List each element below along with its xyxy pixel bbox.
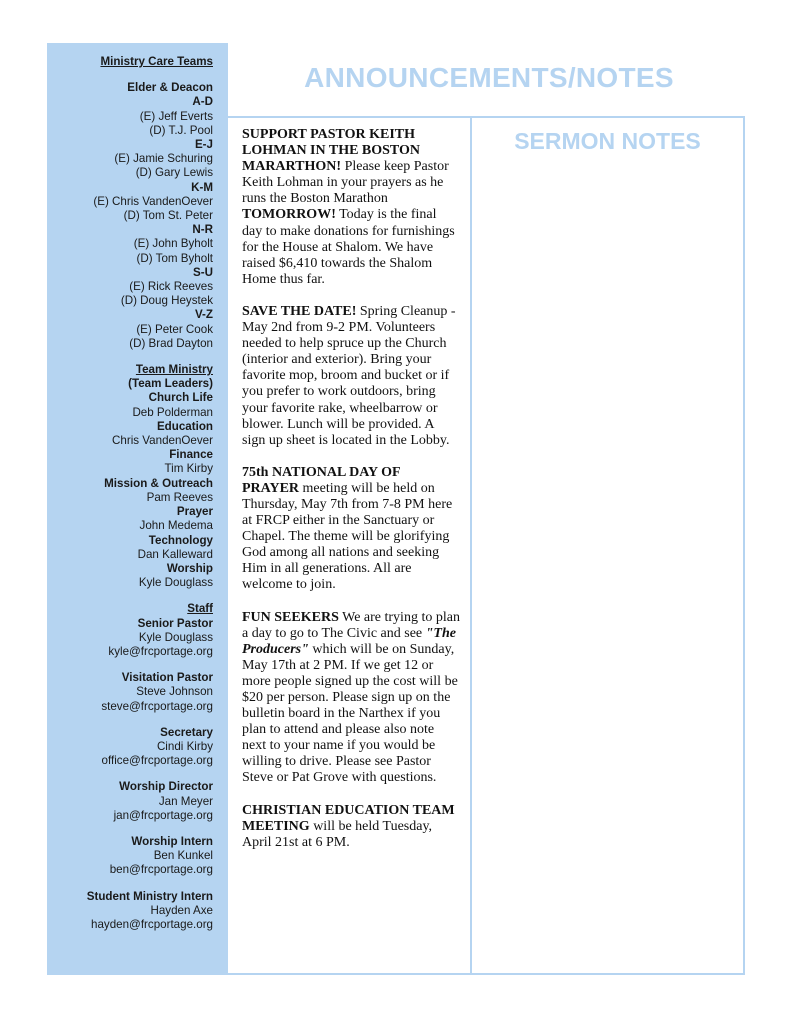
announcement-text: will be held Tuesday, April 21st at 6 PM. — [242, 818, 433, 850]
announcement-heading: FUN SEEKERS — [242, 609, 339, 625]
announcement-text: meeting will be held on Thursday, May 7th from 7-8 PM here at FRCP either in the Sanctuary or Chapel. The theme will be glorifying God among all nations and seeking Him in all generations. All are welcome to join. — [242, 480, 453, 593]
announcement-item — [242, 304, 460, 449]
team-name: Finance — [169, 448, 213, 462]
staff-email: hayden@frcportage.org — [91, 917, 213, 931]
group-member: (D) Gary Lewis — [135, 166, 213, 180]
group-member: (D) Tom Byholt — [136, 251, 213, 265]
team-leader: John Medema — [139, 519, 213, 533]
staff-role: Secretary — [160, 725, 213, 739]
staff-email: office@frcportage.org — [101, 754, 213, 768]
staff-role: Worship Director — [119, 780, 213, 794]
team-leader: Pam Reeves — [146, 490, 213, 504]
group-member: (E) Rick Reeves — [129, 280, 213, 294]
team-ministry-list — [55, 391, 213, 590]
staff-email: ben@frcportage.org — [109, 863, 213, 877]
sermon-notes-heading: SERMON NOTES — [514, 128, 701, 154]
group-member: (D) Brad Dayton — [129, 336, 213, 350]
announcement-item — [242, 803, 460, 851]
team-leader: Deb Polderman — [132, 405, 213, 419]
announcement-heading: SUPPORT PASTOR KEITH LOHMAN IN THE BOSTON MARARTHON! — [242, 127, 421, 175]
announcement-item — [242, 610, 460, 787]
staff-name: Cindi Kirby — [156, 739, 213, 753]
announcement-text: which will be on Sunday, May 17th at 2 PM. If we get 12 or more people signed up the cost will be $20 per person. Please sign up on the bulletin board in the Narthex if you plan to attend and please also note next to your name if you would be willing to drive. Please see Pastor Steve or Pat Grove with questions. — [242, 641, 458, 786]
staff-name: Jan Meyer — [158, 794, 213, 808]
announcement-heading: "The Producers" — [242, 625, 456, 657]
team-name: Prayer — [176, 505, 213, 519]
group-member: (D) Tom St. Peter — [123, 209, 213, 223]
team-name: Education — [156, 419, 213, 433]
group-member: (E) Chris VandenOever — [93, 194, 213, 208]
team-name: Mission & Outreach — [104, 476, 213, 490]
group-member: (E) Peter Cook — [136, 322, 213, 336]
group-range: S-U — [193, 265, 213, 279]
elder-deacon-list — [55, 95, 213, 351]
group-member: (D) Doug Heystek — [120, 294, 213, 308]
staff-email: jan@frcportage.org — [113, 808, 213, 822]
staff-name: Ben Kunkel — [153, 849, 213, 863]
column-divider — [470, 116, 472, 975]
sidebar — [47, 43, 228, 975]
staff-role: Student Ministry Intern — [86, 889, 213, 903]
staff-email: steve@frcportage.org — [101, 699, 213, 713]
page-title: ANNOUNCEMENTS/NOTES — [304, 62, 674, 93]
staff-title: Staff — [187, 602, 213, 616]
group-range: N-R — [192, 223, 213, 237]
staff-email: kyle@frcportage.org — [108, 644, 213, 658]
team-leader: Chris VandenOever — [112, 434, 213, 448]
staff-name: Hayden Axe — [150, 903, 213, 917]
sidebar-heading: Ministry Care Teams — [100, 55, 213, 68]
elder-deacon-title: Elder & Deacon — [127, 81, 213, 95]
announcement-item — [242, 465, 460, 594]
announcement-heading: CHRISTIAN EDUCATION TEAM MEETING — [242, 802, 455, 834]
group-range: K-M — [191, 180, 213, 194]
group-member: (D) T.J. Pool — [149, 123, 213, 137]
announcement-item — [242, 127, 460, 288]
staff-role: Senior Pastor — [137, 616, 213, 630]
team-leader: Tim Kirby — [164, 462, 213, 476]
staff-list — [55, 617, 213, 933]
staff-name: Steve Johnson — [136, 685, 213, 699]
team-ministry-subtitle: (Team Leaders) — [128, 377, 213, 391]
announcement-text: We are trying to plan a day to go to The Civic and see — [242, 609, 460, 641]
team-name: Church Life — [148, 391, 213, 405]
announcement-heading: TOMORROW! — [242, 207, 336, 223]
team-ministry-title: Team Ministry — [135, 363, 213, 377]
team-leader: Kyle Douglass — [138, 576, 213, 590]
team-leader: Dan Kalleward — [137, 547, 213, 561]
group-member: (E) John Byholt — [133, 237, 213, 251]
staff-role: Visitation Pastor — [121, 671, 213, 685]
group-member: (E) Jamie Schuring — [114, 152, 213, 166]
team-name: Technology — [148, 533, 213, 547]
announcement-heading: SAVE THE DATE! — [242, 303, 357, 319]
announcement-text: Spring Cleanup - May 2nd from 9-2 PM. Volunteers needed to help spruce up the Church (interior and exterior). Bring your favorite mop, broom and bucket or if you prefer to work outdoors, bring your favorite rake, wheelbarrow or blower. Lunch will be provided. A sign up sheet is located in the Lobby. — [242, 303, 456, 448]
group-range: E-J — [194, 138, 213, 152]
announcement-heading: 75th NATIONAL DAY OF PRAYER — [242, 464, 401, 496]
team-name: Worship — [166, 561, 213, 575]
announcement-text: Please keep Pastor Keith Lohman in your prayers as he runs the Boston Marathon — [242, 159, 449, 207]
announcements-column — [242, 127, 460, 867]
announcement-text: Today is the final day to make donations for furnishings for the House at Shalom. We have raised $6,410 towards the Shalom Home thus far. — [242, 207, 455, 287]
group-range: V-Z — [194, 308, 213, 322]
group-member: (E) Jeff Everts — [139, 109, 213, 123]
staff-name: Kyle Douglass — [138, 630, 213, 644]
group-range: A-D — [192, 95, 213, 109]
staff-role: Worship Intern — [131, 834, 213, 848]
